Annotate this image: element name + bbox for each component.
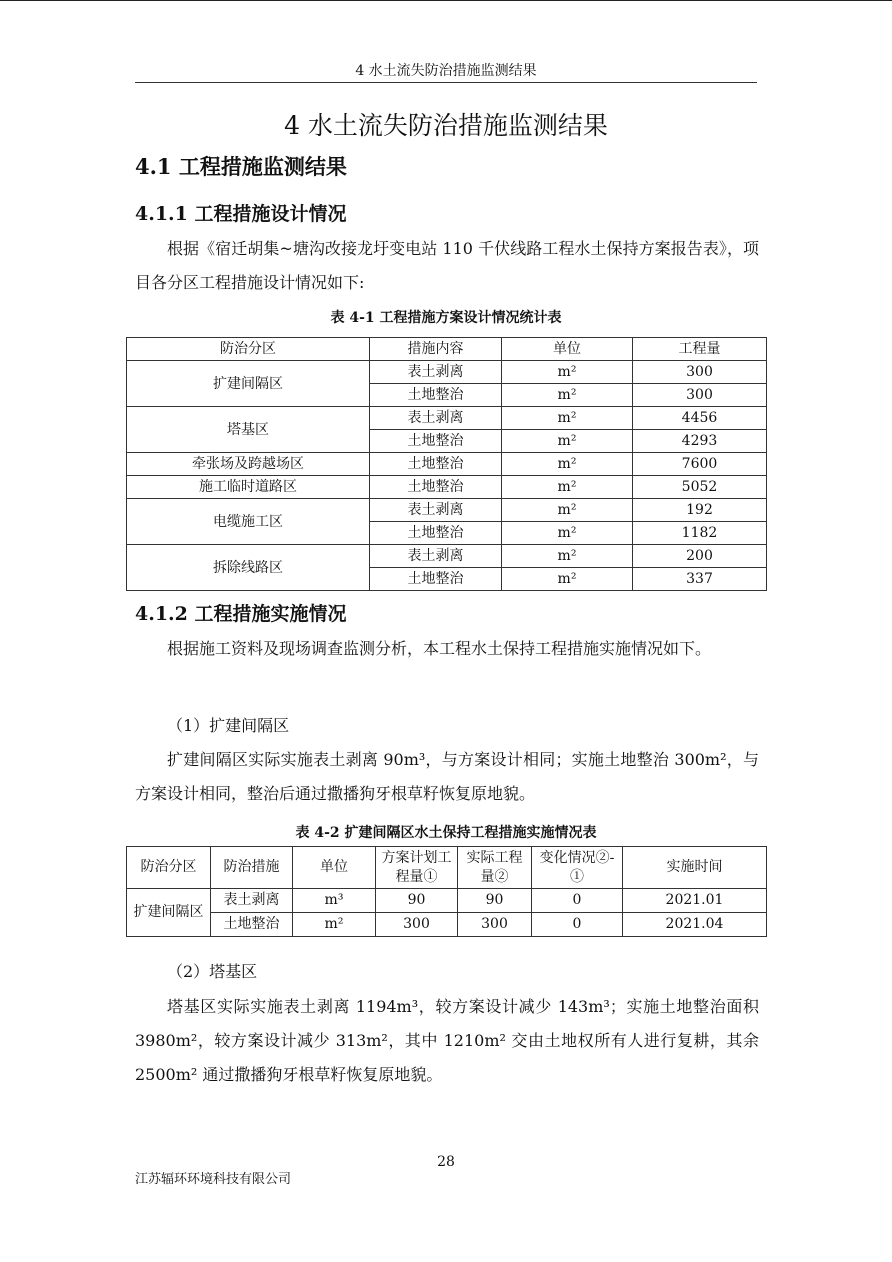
footer-company: 江苏辐环环境科技有限公司 (135, 1172, 292, 1187)
table-row (127, 499, 767, 522)
paragraph-tower-base (135, 990, 759, 1092)
unit-cell: m² (502, 453, 633, 476)
header-cell: 单位 (293, 847, 376, 889)
measure-cell: 表土剥离 (370, 361, 502, 384)
unit-cell: m² (502, 545, 633, 568)
header-cell: 方案计划工程量① (376, 847, 458, 889)
zone-cell: 塔基区 (127, 407, 370, 453)
table-header-row (127, 338, 767, 361)
measure-cell: 表土剥离 (370, 545, 502, 568)
unit-cell: m² (502, 476, 633, 499)
table-row (127, 913, 767, 937)
quantity-cell: 300 (633, 361, 767, 384)
page-top-border (0, 0, 892, 1)
measure-cell: 表土剥离 (211, 889, 293, 913)
unit-cell: m² (502, 384, 633, 407)
unit-cell: m² (502, 499, 633, 522)
table-header-row (127, 847, 767, 889)
table-1-caption: 表 4-1 工程措施方案设计情况统计表 (330, 310, 562, 326)
item-heading-1: （1）扩建间隔区 (167, 716, 290, 735)
quantity-cell: 192 (633, 499, 767, 522)
measure-cell: 表土剥离 (370, 499, 502, 522)
actual-cell: 300 (458, 913, 532, 937)
header-divider (135, 82, 757, 83)
zone-cell: 电缆施工区 (127, 499, 370, 545)
measure-cell: 土地整治 (370, 522, 502, 545)
paragraph-text: 根据施工资料及现场调查监测分析，本工程水土保持工程措施实施情况如下。 (167, 639, 712, 658)
quantity-cell: 4293 (633, 430, 767, 453)
item-heading-2: （2）塔基区 (167, 962, 258, 981)
header-cell: 防治分区 (127, 338, 370, 361)
section-heading-4-1-1: 4.1.1 工程措施设计情况 (135, 203, 347, 225)
zone-cell: 施工临时道路区 (127, 476, 370, 499)
unit-cell: m² (502, 522, 633, 545)
measure-cell: 土地整治 (370, 430, 502, 453)
plan-cell: 90 (376, 889, 458, 913)
paragraph-text: 塔基区实际实施表土剥离 1194m³，较方案设计减少 143m³；实施土地整治面积 3980m²，较方案设计减少 313m²，其中 1210m² 交由土地权所有人进行复耕，其余 2500m² 通过撒播狗牙根草籽恢复原地貌。 (135, 997, 759, 1084)
measure-cell: 土地整治 (370, 476, 502, 499)
paragraph-expansion-bay (135, 743, 759, 811)
paragraph-text: 根据《宿迁胡集~塘沟改接龙圩变电站 110 千伏线路工程水土保持方案报告表》，项目各分区工程措施设计情况如下: (135, 239, 759, 292)
unit-cell: m² (502, 361, 633, 384)
quantity-cell: 300 (633, 384, 767, 407)
zone-cell: 扩建间隔区 (127, 889, 211, 937)
page-number: 28 (437, 1154, 455, 1170)
zone-cell: 拆除线路区 (127, 545, 370, 591)
header-cell: 实际工程量② (458, 847, 532, 889)
unit-cell: m² (293, 913, 376, 937)
time-cell: 2021.01 (623, 889, 767, 913)
table-row (127, 545, 767, 568)
table-design-measures (126, 337, 767, 591)
paragraph-text: 扩建间隔区实际实施表土剥离 90m³，与方案设计相同；实施土地整治 300m²，与方案设计相同，整治后通过撒播狗牙根草籽恢复原地貌。 (135, 750, 759, 803)
actual-cell: 90 (458, 889, 532, 913)
measure-cell: 土地整治 (370, 453, 502, 476)
table-row (127, 407, 767, 430)
table-row (127, 476, 767, 499)
quantity-cell: 4456 (633, 407, 767, 430)
chapter-title: 4 水土流失防治措施监测结果 (284, 111, 608, 140)
paragraph-design-intro (135, 232, 759, 300)
header-cell: 工程量 (633, 338, 767, 361)
quantity-cell: 200 (633, 545, 767, 568)
measure-cell: 土地整治 (211, 913, 293, 937)
quantity-cell: 337 (633, 568, 767, 591)
unit-cell: m² (502, 407, 633, 430)
unit-cell: m² (502, 568, 633, 591)
running-header: 4 水土流失防治措施监测结果 (355, 63, 537, 79)
table-row (127, 361, 767, 384)
time-cell: 2021.04 (623, 913, 767, 937)
quantity-cell: 5052 (633, 476, 767, 499)
change-cell: 0 (532, 889, 623, 913)
table-row (127, 453, 767, 476)
section-heading-4-1: 4.1 工程措施监测结果 (135, 154, 347, 179)
unit-cell: m³ (293, 889, 376, 913)
header-cell: 实施时间 (623, 847, 767, 889)
unit-cell: m² (502, 430, 633, 453)
zone-cell: 牵张场及跨越场区 (127, 453, 370, 476)
section-heading-4-1-2: 4.1.2 工程措施实施情况 (135, 603, 347, 625)
table-implementation (126, 846, 767, 937)
header-cell: 防治分区 (127, 847, 211, 889)
measure-cell: 表土剥离 (370, 407, 502, 430)
table-2-caption: 表 4-2 扩建间隔区水土保持工程措施实施情况表 (295, 825, 597, 841)
header-cell: 单位 (502, 338, 633, 361)
zone-cell: 扩建间隔区 (127, 361, 370, 407)
paragraph-implementation-intro (135, 632, 759, 666)
change-cell: 0 (532, 913, 623, 937)
quantity-cell: 1182 (633, 522, 767, 545)
header-cell: 防治措施 (211, 847, 293, 889)
plan-cell: 300 (376, 913, 458, 937)
measure-cell: 土地整治 (370, 384, 502, 407)
header-cell: 变化情况②-① (532, 847, 623, 889)
quantity-cell: 7600 (633, 453, 767, 476)
header-cell: 措施内容 (370, 338, 502, 361)
measure-cell: 土地整治 (370, 568, 502, 591)
table-row (127, 889, 767, 913)
